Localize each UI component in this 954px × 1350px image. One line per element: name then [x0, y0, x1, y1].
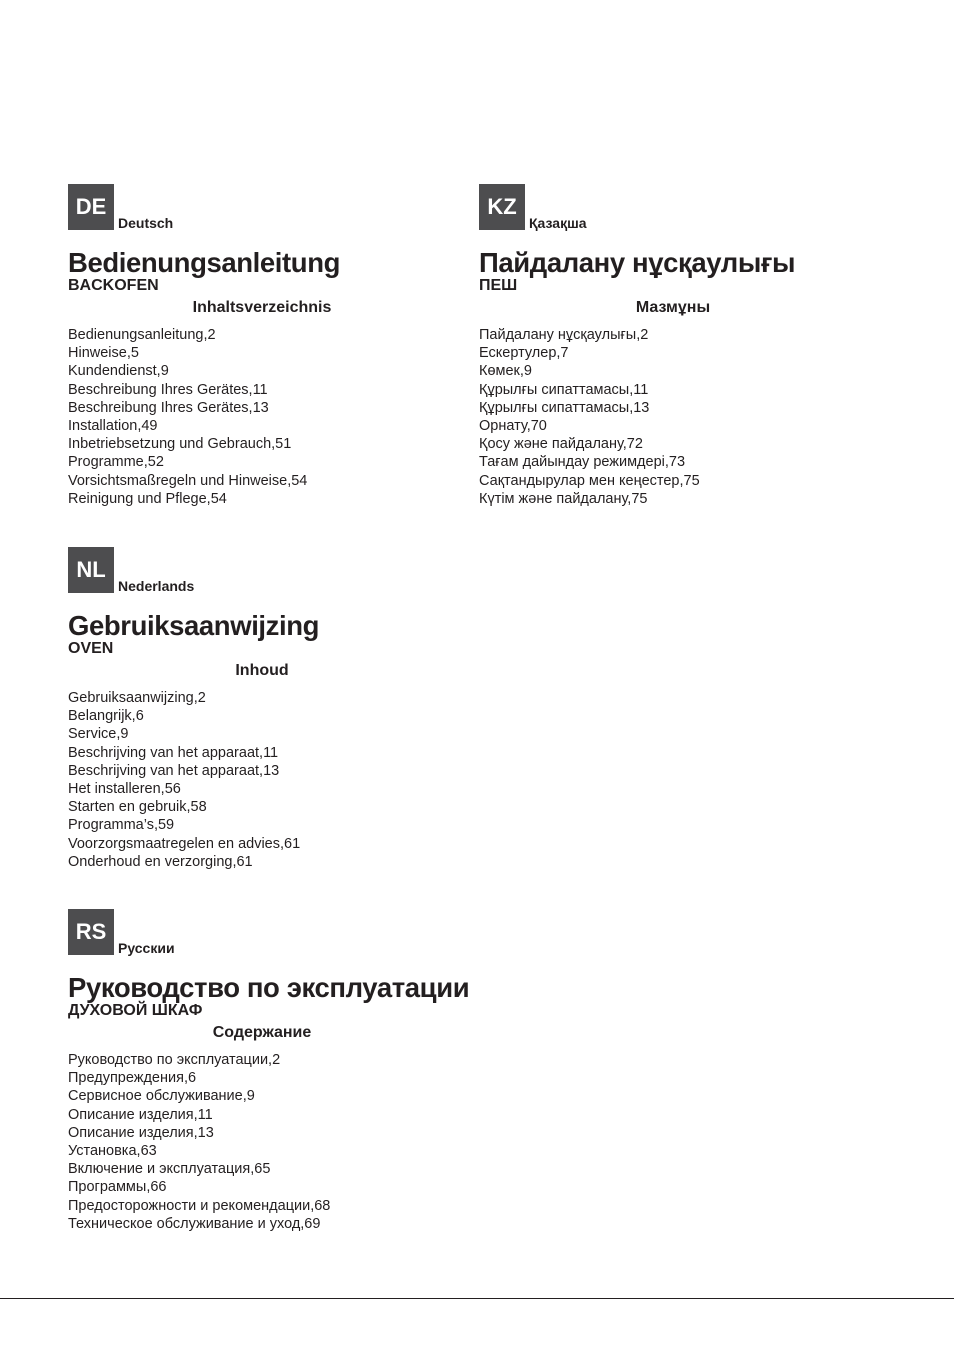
- language-name-kz: Қазақша: [529, 215, 587, 231]
- toc-item: Пайдалану нұсқаулығы,2: [479, 327, 649, 343]
- toc-item: Beschreibung Ihres Gerätes,13: [68, 399, 269, 416]
- toc-list-kz: [479, 326, 879, 508]
- toc-item: Hinweise,5: [68, 345, 139, 362]
- toc-item: Ескертулер,7: [479, 345, 569, 362]
- toc-item: Установка,63: [68, 1143, 157, 1160]
- toc-item: Inbetriebsetzung und Gebrauch,51: [68, 436, 292, 453]
- toc-item: Включение и эксплуатация,65: [68, 1161, 271, 1178]
- toc-item: Программы,66: [68, 1179, 167, 1196]
- section-nl: [68, 547, 468, 871]
- toc-list-rs: [68, 1051, 468, 1233]
- product-name-rs: ДУХОВОЙ ШКАФ: [68, 1002, 203, 1019]
- contents-heading-nl: Inhoud: [235, 662, 289, 679]
- toc-item: Құрылғы сипаттамасы,13: [479, 399, 650, 416]
- toc-item: Onderhoud en verzorging,61: [68, 853, 253, 870]
- toc-item: Kundendienst,9: [68, 363, 169, 380]
- language-header-de: [68, 184, 468, 230]
- toc-item: Орнату,70: [479, 418, 547, 435]
- contents-heading-de: Inhaltsverzeichnis: [192, 299, 332, 316]
- toc-item: Описание изделия,11: [68, 1106, 213, 1123]
- product-name-kz: ПЕШ: [479, 277, 518, 294]
- contents-heading-rs: Содержание: [212, 1024, 312, 1041]
- toc-item: Предосторожности и рекомендации,68: [68, 1197, 331, 1214]
- toc-item: Installation,49: [68, 418, 158, 435]
- section-rs: [68, 909, 468, 1233]
- toc-item: Programme,52: [68, 454, 164, 471]
- toc-item: Техническое обслуживание и уход,69: [68, 1215, 321, 1232]
- language-name-de: Deutsch: [118, 215, 174, 231]
- product-name-nl: OVEN: [68, 640, 114, 657]
- toc-item: Belangrijk,6: [68, 708, 144, 725]
- toc-list-nl: [68, 689, 468, 871]
- manual-title-nl: Gebruiksaanwijzing: [68, 610, 320, 641]
- toc-item: Het installeren,56: [68, 781, 181, 798]
- language-code-badge-rs: RS: [68, 909, 114, 955]
- toc-item: Руководство по эксплуатации,2: [68, 1052, 281, 1068]
- toc-item: Күтім және пайдалану,75: [479, 490, 648, 507]
- footer-divider: [0, 1298, 954, 1299]
- toc-item: Қосу және пайдалану,72: [479, 436, 643, 453]
- toc-list-de: [68, 326, 468, 508]
- language-header-nl: [68, 547, 468, 593]
- language-code-badge-kz: KZ: [479, 184, 525, 230]
- manual-title-kz: Пайдалану нұсқаулығы: [479, 247, 796, 278]
- toc-item: Programma’s,59: [68, 817, 175, 834]
- toc-item: Reinigung und Pflege,54: [68, 490, 227, 507]
- toc-item: Описание изделия,13: [68, 1124, 214, 1141]
- toc-item: Құрылғы сипаттамасы,11: [479, 381, 649, 398]
- product-name-de: BACKOFEN: [68, 277, 159, 294]
- toc-item: Сақтандырулар мен кеңестер,75: [479, 472, 700, 489]
- toc-item: Beschrijving van het apparaat,11: [68, 744, 279, 761]
- language-code-badge-nl: NL: [68, 547, 114, 593]
- section-kz: [479, 184, 879, 508]
- toc-item: Тағам дайындау режимдері,73: [479, 454, 686, 471]
- toc-item: Gebruiksaanwijzing,2: [68, 690, 206, 706]
- contents-heading-kz: Мазмұны: [635, 299, 711, 316]
- toc-item: Предупреждения,6: [68, 1070, 197, 1087]
- language-name-nl: Nederlands: [118, 578, 195, 594]
- language-code-badge-de: DE: [68, 184, 114, 230]
- toc-item: Beschrijving van het apparaat,13: [68, 762, 280, 779]
- language-header-kz: [479, 184, 879, 230]
- toc-item: Bedienungsanleitung,2: [68, 327, 216, 343]
- language-name-rs: Русскии: [118, 940, 175, 956]
- toc-item: Beschreibung Ihres Gerätes,11: [68, 381, 268, 398]
- section-de: [68, 184, 468, 508]
- toc-item: Vorsichtsmaßregeln und Hinweise,54: [68, 472, 308, 489]
- toc-item: Көмек,9: [479, 363, 532, 380]
- toc-item: Service,9: [68, 726, 129, 743]
- language-header-rs: [68, 909, 468, 955]
- toc-item: Starten en gebruik,58: [68, 799, 207, 816]
- manual-title-rs: Руководство по эксплуатации: [68, 972, 470, 1003]
- toc-item: Voorzorgsmaatregelen en advies,61: [68, 835, 301, 852]
- manual-title-de: Bedienungsanleitung: [68, 247, 340, 278]
- toc-item: Сервисное обслуживание,9: [68, 1088, 255, 1105]
